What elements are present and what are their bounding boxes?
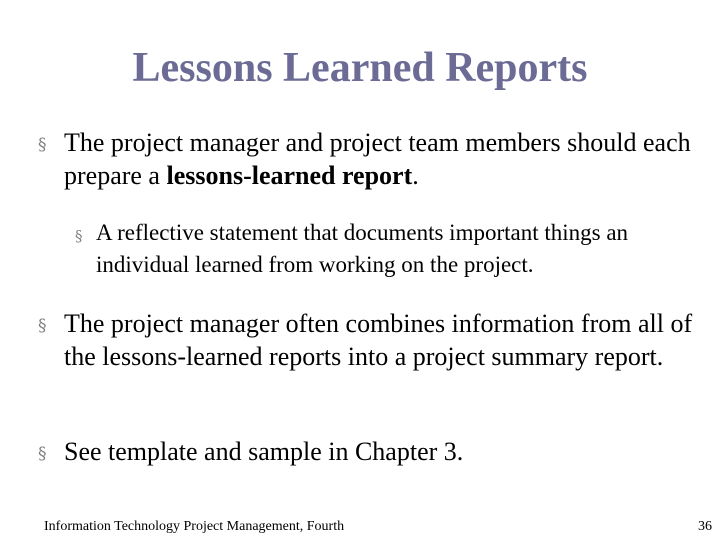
bullet-item-1 (0, 126, 720, 192)
bullet-1-text-end: . (412, 161, 419, 190)
footer-source: Information Technology Project Management, Fourth (44, 519, 345, 534)
bullet-text-3 (0, 435, 704, 468)
bullet-item-2 (0, 307, 720, 373)
sub-bullet-1-text: A reflective statement that documents important things an individual learned from working on the project. (96, 220, 629, 277)
square-bullet-icon: § (75, 227, 83, 245)
bullet-text-1 (0, 126, 704, 192)
square-bullet-icon: § (38, 316, 47, 336)
bullet-1-bold-term: lessons-learned report (166, 161, 413, 190)
bullet-item-3 (0, 435, 720, 468)
square-bullet-icon: § (38, 135, 47, 155)
square-bullet-icon: § (38, 444, 47, 464)
page-number: 36 (698, 519, 712, 534)
bullet-text-2 (0, 307, 704, 373)
bullet-3-text: See template and sample in Chapter 3. (64, 437, 464, 466)
slide-title: Lessons Learned Reports (132, 45, 588, 91)
sub-bullet-item-1 (0, 217, 720, 281)
sub-bullet-text-1 (0, 217, 696, 281)
bullet-2-text: The project manager often combines information from all of the lessons-learned reports into a project summary report. (64, 309, 693, 371)
bullet-1-text-start: The project manager and project team members should each prepare a (64, 128, 691, 190)
